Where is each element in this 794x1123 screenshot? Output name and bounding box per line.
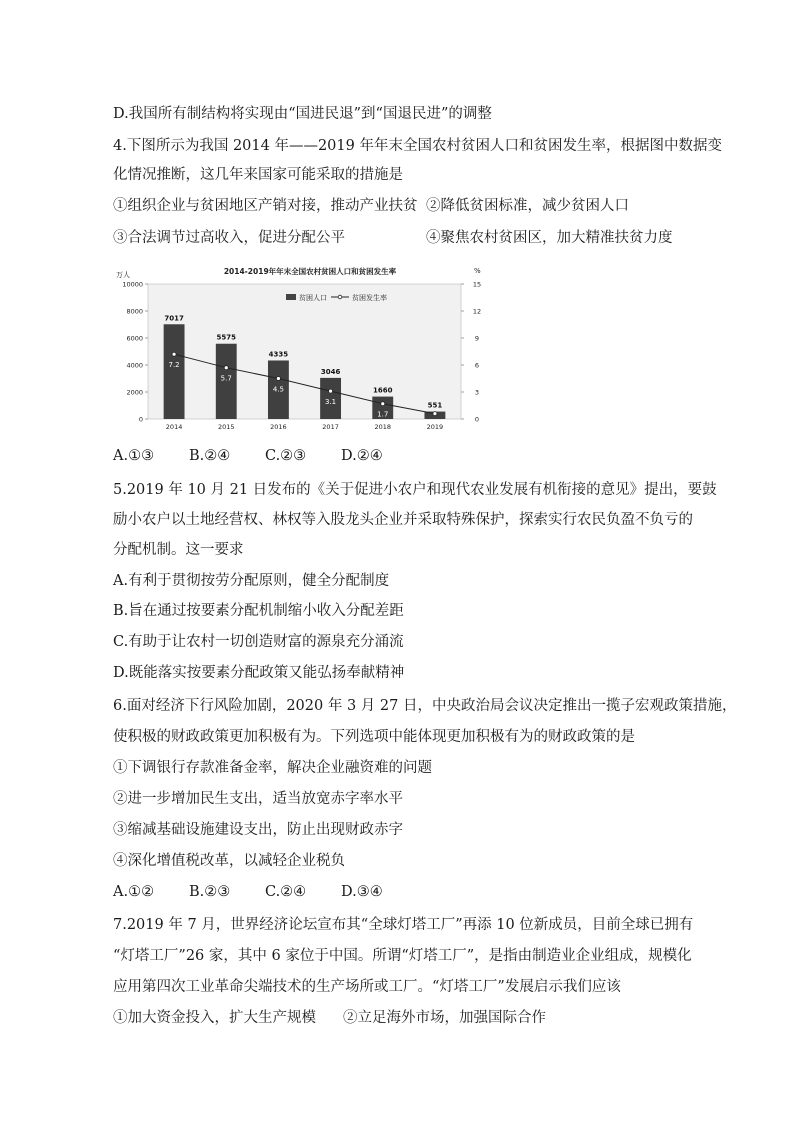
right-axis-tick-label: 3 <box>474 388 480 397</box>
q6-item-3: ③缩减基础设施建设支出，防止出现财政赤字 <box>113 822 403 838</box>
q5-stem-line3: 分配机制。这一要求 <box>113 542 244 558</box>
q7-item-1: ①加大资金投入，扩大生产规模 <box>113 1010 316 1026</box>
left-axis-tick-label: 6000 <box>126 334 143 343</box>
poverty-rate-label: 7.2 <box>168 361 180 370</box>
q6-stem-line2: 使积极的财政政策更加积极有为。下列选项中能体现更加积极有为的财政政策的是 <box>113 729 635 745</box>
q4-choice-b: B.②④ <box>189 448 231 464</box>
bar-value-label: 5575 <box>216 333 236 342</box>
q6-choice-b: B.②③ <box>189 884 231 900</box>
legend-line-label: 贫困发生率 <box>352 294 387 302</box>
x-axis-tick-label: 2016 <box>270 423 287 431</box>
x-axis-tick-label: 2014 <box>165 423 183 431</box>
q7-stem-line1: 7.2019 年 7 月，世界经济论坛宣布其“全球灯塔工厂”再添 10 位新成员，目前全球已拥有 <box>113 917 694 933</box>
bar-value-label: 1660 <box>373 386 393 395</box>
poverty-population-bar <box>164 324 185 419</box>
legend-bar-label: 贫困人口 <box>299 294 327 302</box>
right-axis-unit: % <box>474 267 481 275</box>
q4-stem-line2: 化情况推断，这几年来国家可能采取的措施是 <box>113 167 403 183</box>
q7-item-2: ②立足海外市场，加强国际合作 <box>343 1010 546 1026</box>
left-axis-tick-label: 4000 <box>126 361 143 370</box>
left-axis-unit: 万人 <box>116 271 130 279</box>
poverty-chart <box>110 262 500 438</box>
left-axis-tick-label: 2000 <box>126 388 143 397</box>
poverty-rate-point <box>433 412 437 416</box>
x-axis-tick-label: 2019 <box>426 423 444 431</box>
poverty-rate-point <box>172 352 176 356</box>
x-axis-tick-label: 2017 <box>322 423 339 431</box>
q6-item-1: ①下调银行存款准备金率，解决企业融资难的问题 <box>113 760 432 776</box>
q5-option-d: D.既能落实按要素分配政策又能弘扬奉献精神 <box>113 665 405 681</box>
q6-stem-line1: 6.面对经济下行风险加剧，2020 年 3 月 27 日，中央政治局会议决定推出一揽子宏观政策措施， <box>113 698 737 714</box>
poverty-rate-point <box>329 389 333 393</box>
q5-option-b: B.旨在通过按要素分配机制缩小收入分配差距 <box>113 603 404 619</box>
bar-value-label: 3046 <box>320 367 341 376</box>
poverty-rate-label: 5.7 <box>220 374 232 383</box>
x-axis-tick-label: 2018 <box>374 423 392 431</box>
q4-choice-c: C.②③ <box>265 448 307 464</box>
q4-stem-line1: 4.下图所示为我国 2014 年——2019 年年末全国农村贫困人口和贫困发生率，根据图中数据变 <box>113 138 722 154</box>
q4-item-3: ③合法调节过高收入，促进分配公平 <box>113 230 345 246</box>
bar-value-label: 551 <box>427 401 443 410</box>
poverty-rate-point <box>224 366 228 370</box>
q4-item-1: ①组织企业与贫困地区产销对接，推动产业扶贫 <box>113 198 418 214</box>
q7-stem-line2: “灯塔工厂”26 家，其中 6 家位于中国。所谓“灯塔工厂”，是指由制造业企业组成，规模化 <box>113 948 692 964</box>
x-axis-tick-label: 2015 <box>217 423 235 431</box>
q6-choice-c: C.②④ <box>265 884 307 900</box>
q4-item-4: ④聚焦农村贫困区，加大精准扶贫力度 <box>426 230 673 246</box>
right-axis-tick-label: 9 <box>474 334 480 343</box>
right-axis-tick-label: 0 <box>474 415 480 424</box>
legend-line-marker <box>338 295 342 299</box>
poverty-rate-label: 3.1 <box>325 398 337 407</box>
q6-item-4: ④深化增值税改革，以减轻企业税负 <box>113 853 345 869</box>
q6-choice-a: A.①② <box>113 884 155 900</box>
bar-value-label: 4335 <box>268 350 289 359</box>
left-axis-tick-label: 0 <box>138 415 143 424</box>
right-axis-tick-label: 6 <box>474 361 480 370</box>
chart-title: 2014-2019年年末全国农村贫困人口和贫困发生率 <box>223 267 397 276</box>
poverty-rate-point <box>276 377 280 381</box>
q5-stem-line1: 5.2019 年 10 月 21 日发布的《关于促进小农户和现代农业发展有机衔接的意见》提出，要鼓 <box>113 482 717 498</box>
bar-value-label: 7017 <box>164 314 184 323</box>
left-axis-tick-label: 10000 <box>122 280 143 289</box>
q4-choice-d: D.②④ <box>341 448 383 464</box>
right-axis-tick-label: 12 <box>472 307 482 316</box>
option-d-ownership: D.我国所有制结构将实现由“国进民退”到“国退民进”的调整 <box>113 106 492 122</box>
q4-choice-a: A.①③ <box>113 448 155 464</box>
legend-bar-swatch <box>286 294 296 300</box>
q4-item-2: ②降低贫困标准，减少贫困人口 <box>426 198 629 214</box>
q5-option-c: C.有助于让农村一切创造财富的源泉充分涌流 <box>113 634 404 650</box>
poverty-rate-point <box>381 402 385 406</box>
right-axis-tick-label: 15 <box>472 280 482 289</box>
poverty-rate-label: 4.5 <box>272 385 284 394</box>
left-axis-tick-label: 8000 <box>126 307 143 316</box>
q5-stem-line2: 励小农户以土地经营权、林权等入股龙头企业并采取特殊保护，探索实行农民负盈不负亏的 <box>113 512 693 528</box>
chart-background <box>148 284 461 419</box>
q7-stem-line3: 应用第四次工业革命尖端技术的生产场所或工厂。“灯塔工厂”发展启示我们应该 <box>113 979 621 995</box>
q5-option-a: A.有利于贯彻按劳分配原则，健全分配制度 <box>113 573 390 589</box>
poverty-rate-label: 1.7 <box>377 410 389 419</box>
q6-item-2: ②进一步增加民生支出，适当放宽赤字率水平 <box>113 791 403 807</box>
q6-choice-d: D.③④ <box>341 884 383 900</box>
